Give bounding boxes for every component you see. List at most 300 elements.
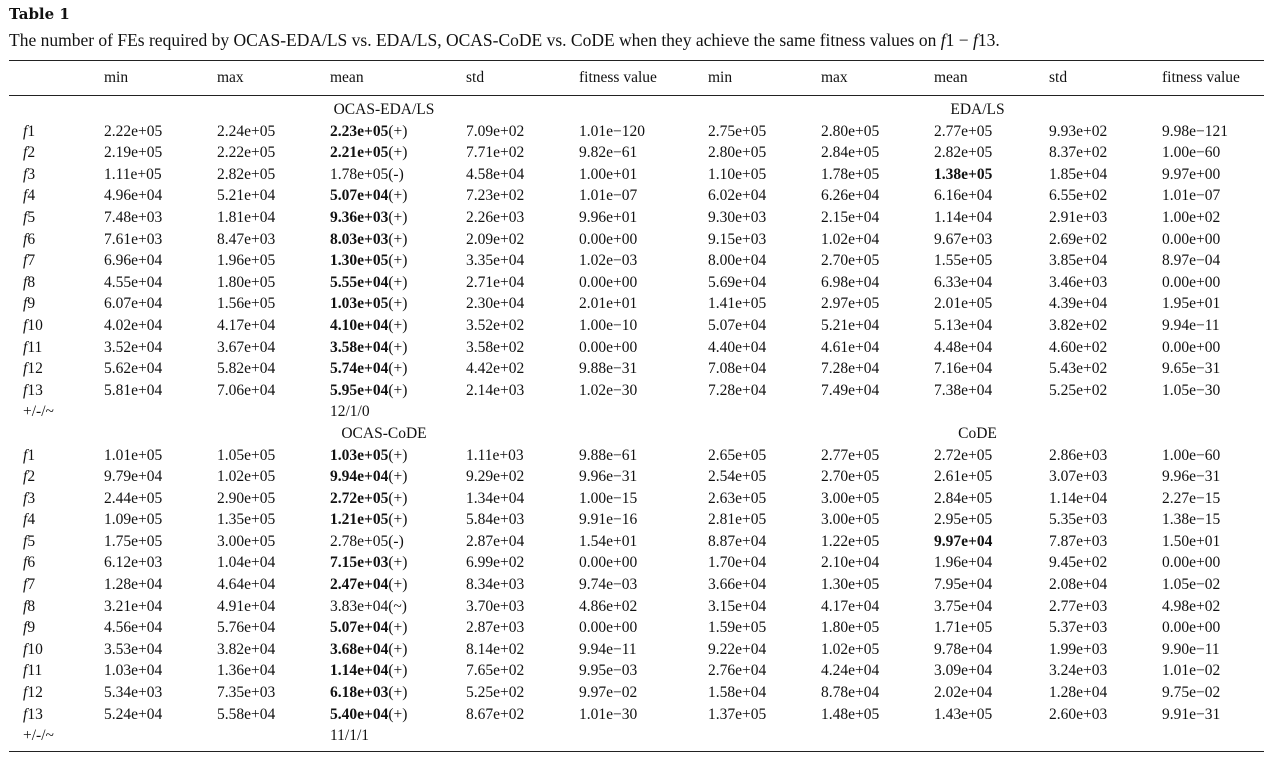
mean-value: 2.77e+05 xyxy=(934,122,993,140)
min-cell: 1.58e+04 xyxy=(708,684,767,702)
max-cell: 2.84e+05 xyxy=(821,144,880,162)
empty-cell xyxy=(1035,725,1148,747)
significance-marker: (+) xyxy=(388,122,408,140)
mean-cell xyxy=(316,337,452,359)
std-cell: 2.87e+03 xyxy=(466,619,525,637)
max-cell: 2.97e+05 xyxy=(821,295,880,313)
std-cell: 8.14e+02 xyxy=(466,640,525,658)
std-cell: 2.87e+04 xyxy=(466,532,525,550)
empty-cell xyxy=(920,725,1035,747)
empty-cell xyxy=(1148,725,1264,747)
min-cell: 3.53e+04 xyxy=(104,640,163,658)
table-row xyxy=(9,596,1264,618)
significance-marker: (+) xyxy=(388,252,408,270)
header-cell: mean xyxy=(330,69,364,86)
mean-cell xyxy=(316,358,452,380)
std-cell: 9.93e+02 xyxy=(1049,122,1108,140)
function-number: 13 xyxy=(27,381,43,399)
fitness-value-cell: 9.97e+00 xyxy=(1162,165,1221,183)
significance-marker: (+) xyxy=(388,446,408,464)
min-cell: 9.22e+04 xyxy=(708,640,767,658)
mean-value: 5.74e+04 xyxy=(330,360,389,378)
empty-cell xyxy=(807,725,920,747)
fitness-value-cell: 9.95e−03 xyxy=(579,662,638,680)
mean-value: 1.43e+05 xyxy=(934,705,993,723)
min-cell: 1.41e+05 xyxy=(708,295,767,313)
fitness-value-cell: 1.54e+01 xyxy=(579,532,638,550)
min-cell: 6.02e+04 xyxy=(708,187,767,205)
table-row xyxy=(9,293,1264,315)
fitness-value-cell: 1.01e−07 xyxy=(1162,187,1221,205)
function-symbol: f xyxy=(23,554,28,572)
max-cell: 4.17e+04 xyxy=(217,316,276,334)
function-number: 12 xyxy=(27,684,43,702)
summary-value: 11/1/1 xyxy=(330,727,370,745)
function-symbol: f xyxy=(23,684,28,702)
significance-marker: (+) xyxy=(388,144,408,162)
fitness-value-cell: 1.00e−60 xyxy=(1162,446,1221,464)
min-cell: 2.81e+05 xyxy=(708,511,767,529)
empty-cell xyxy=(90,423,203,445)
function-symbol: f xyxy=(23,511,28,529)
max-cell: 7.35e+03 xyxy=(217,684,276,702)
significance-marker: (-) xyxy=(388,532,404,550)
min-cell: 1.10e+05 xyxy=(708,165,767,183)
table-row xyxy=(9,207,1264,229)
significance-marker: (+) xyxy=(388,338,408,356)
header-cell: fitness value xyxy=(579,69,657,86)
table-label: Table 1 xyxy=(9,5,70,23)
mean-cell xyxy=(920,488,1035,510)
function-symbol: f xyxy=(23,295,28,313)
table-row xyxy=(9,380,1264,402)
max-cell: 1.48e+05 xyxy=(821,705,880,723)
empty-cell xyxy=(1035,401,1148,423)
max-cell: 2.80e+05 xyxy=(821,122,880,140)
mean-cell xyxy=(920,121,1035,143)
group-header-row xyxy=(9,99,1264,121)
fitness-value-cell: 0.00e+00 xyxy=(579,554,638,572)
std-cell: 3.70e+03 xyxy=(466,597,525,615)
function-symbol: f xyxy=(23,208,28,226)
function-number: 2 xyxy=(27,468,36,486)
mean-cell xyxy=(316,682,452,704)
min-cell: 9.79e+04 xyxy=(104,468,163,486)
mean-value: 2.72e+05 xyxy=(330,489,389,507)
fitness-value-cell: 8.97e−04 xyxy=(1162,252,1221,270)
mean-cell xyxy=(316,704,452,726)
function-label xyxy=(9,531,90,553)
empty-cell xyxy=(9,423,90,445)
min-cell: 3.21e+04 xyxy=(104,597,163,615)
min-cell: 6.12e+03 xyxy=(104,554,163,572)
mean-value: 2.47e+04 xyxy=(330,576,389,594)
mean-value: 2.84e+05 xyxy=(934,489,993,507)
mean-value: 2.61e+05 xyxy=(934,468,993,486)
function-number: 13 xyxy=(27,705,43,723)
summary-row xyxy=(9,401,1264,423)
max-cell: 1.02e+04 xyxy=(821,230,880,248)
mean-value: 9.97e+04 xyxy=(934,532,993,550)
empty-cell xyxy=(920,401,1035,423)
max-cell: 1.78e+05 xyxy=(821,165,880,183)
header-cell xyxy=(9,66,90,90)
function-symbol: f xyxy=(23,273,28,291)
mean-cell xyxy=(920,617,1035,639)
max-cell: 7.28e+04 xyxy=(821,360,880,378)
significance-marker: (+) xyxy=(388,619,408,637)
header-cell: max xyxy=(821,69,848,86)
function-number: 10 xyxy=(27,640,43,658)
std-cell: 1.28e+04 xyxy=(1049,684,1108,702)
mean-cell xyxy=(920,466,1035,488)
fitness-value-cell: 9.75e−02 xyxy=(1162,684,1221,702)
mean-cell xyxy=(316,207,452,229)
max-cell: 3.00e+05 xyxy=(821,511,880,529)
table-row xyxy=(9,337,1264,359)
mean-cell xyxy=(920,207,1035,229)
min-cell: 8.00e+04 xyxy=(708,252,767,270)
mean-value: 5.07e+04 xyxy=(330,187,389,205)
std-cell: 4.60e+02 xyxy=(1049,338,1108,356)
mean-cell xyxy=(920,229,1035,251)
mean-value: 4.10e+04 xyxy=(330,316,389,334)
fitness-value-cell: 0.00e+00 xyxy=(1162,273,1221,291)
mean-cell xyxy=(316,142,452,164)
mean-cell xyxy=(920,574,1035,596)
function-label xyxy=(9,488,90,510)
significance-marker: (+) xyxy=(388,640,408,658)
function-label xyxy=(9,380,90,402)
caption-dash: − xyxy=(954,30,973,50)
mean-value: 5.40e+04 xyxy=(330,705,389,723)
fitness-value-cell: 0.00e+00 xyxy=(1162,554,1221,572)
significance-marker: (~) xyxy=(388,597,407,615)
min-cell: 1.03e+04 xyxy=(104,662,163,680)
function-symbol: f xyxy=(23,468,28,486)
fitness-value-cell: 0.00e+00 xyxy=(579,338,638,356)
empty-cell xyxy=(565,401,694,423)
std-cell: 3.24e+03 xyxy=(1049,662,1108,680)
function-label xyxy=(9,574,90,596)
caption-suffix: . xyxy=(995,30,1000,50)
max-cell: 2.24e+05 xyxy=(217,122,276,140)
table-top-rule xyxy=(9,60,1264,61)
mean-value: 5.07e+04 xyxy=(330,619,389,637)
max-cell: 1.22e+05 xyxy=(821,532,880,550)
function-number: 1 xyxy=(27,446,36,464)
mean-value: 2.21e+05 xyxy=(330,144,389,162)
significance-marker: (+) xyxy=(388,511,408,529)
std-cell: 4.39e+04 xyxy=(1049,295,1108,313)
empty-cell xyxy=(565,99,694,121)
function-label xyxy=(9,185,90,207)
min-cell: 4.56e+04 xyxy=(104,619,163,637)
empty-cell xyxy=(90,99,203,121)
mean-value: 2.82e+05 xyxy=(934,144,993,162)
fitness-value-cell: 1.95e+01 xyxy=(1162,295,1221,313)
min-cell: 2.80e+05 xyxy=(708,144,767,162)
min-cell: 7.08e+04 xyxy=(708,360,767,378)
function-number: 7 xyxy=(27,252,36,270)
max-cell: 7.06e+04 xyxy=(217,381,276,399)
fitness-value-cell: 9.96e+01 xyxy=(579,208,638,226)
header-row xyxy=(9,66,1264,90)
table-row xyxy=(9,466,1264,488)
mean-cell xyxy=(920,185,1035,207)
std-cell: 2.14e+03 xyxy=(466,381,525,399)
fitness-value-cell: 0.00e+00 xyxy=(579,619,638,637)
empty-cell xyxy=(9,99,90,121)
min-cell: 9.15e+03 xyxy=(708,230,767,248)
mean-cell xyxy=(920,164,1035,186)
max-cell: 2.70e+05 xyxy=(821,252,880,270)
fitness-value-cell: 1.02e−30 xyxy=(579,381,638,399)
empty-cell xyxy=(203,99,316,121)
table-row xyxy=(9,574,1264,596)
max-cell: 4.61e+04 xyxy=(821,338,880,356)
fitness-value-cell: 0.00e+00 xyxy=(1162,338,1221,356)
mean-cell xyxy=(920,509,1035,531)
std-cell: 1.85e+04 xyxy=(1049,165,1108,183)
min-cell: 7.28e+04 xyxy=(708,381,767,399)
max-cell: 6.26e+04 xyxy=(821,187,880,205)
empty-cell xyxy=(1148,401,1264,423)
min-cell: 1.01e+05 xyxy=(104,446,163,464)
min-cell: 1.28e+04 xyxy=(104,576,163,594)
mean-value: 1.30e+05 xyxy=(330,252,389,270)
header-cell: std xyxy=(466,69,485,86)
mean-value: 6.33e+04 xyxy=(934,273,993,291)
std-cell: 5.43e+02 xyxy=(1049,360,1108,378)
min-cell: 3.15e+04 xyxy=(708,597,767,615)
mean-cell xyxy=(316,639,452,661)
fitness-value-cell: 9.96e−31 xyxy=(579,468,638,486)
min-cell: 6.07e+04 xyxy=(104,295,163,313)
table-row xyxy=(9,250,1264,272)
mean-value: 1.03e+05 xyxy=(330,446,389,464)
table-row xyxy=(9,704,1264,726)
min-cell: 2.65e+05 xyxy=(708,446,767,464)
min-cell: 2.75e+05 xyxy=(708,122,767,140)
mean-value: 5.13e+04 xyxy=(934,316,993,334)
table-body xyxy=(9,99,1264,747)
significance-marker: (+) xyxy=(388,381,408,399)
max-cell: 3.82e+04 xyxy=(217,640,276,658)
fitness-value-cell: 9.97e−02 xyxy=(579,684,638,702)
table-row xyxy=(9,121,1264,143)
max-cell: 8.78e+04 xyxy=(821,684,880,702)
std-cell: 2.71e+04 xyxy=(466,273,525,291)
significance-marker: (+) xyxy=(388,576,408,594)
std-cell: 8.67e+02 xyxy=(466,705,525,723)
std-cell: 1.11e+03 xyxy=(466,446,524,464)
fitness-value-cell: 9.91e−31 xyxy=(1162,705,1221,723)
fitness-value-cell: 1.01e−120 xyxy=(579,122,645,140)
mean-cell xyxy=(316,574,452,596)
std-cell: 7.23e+02 xyxy=(466,187,525,205)
std-cell: 5.84e+03 xyxy=(466,511,525,529)
std-cell: 6.55e+02 xyxy=(1049,187,1108,205)
min-cell: 2.54e+05 xyxy=(708,468,767,486)
max-cell: 1.35e+05 xyxy=(217,511,276,529)
min-cell: 5.24e+04 xyxy=(104,705,163,723)
function-number: 2 xyxy=(27,144,36,162)
function-label xyxy=(9,272,90,294)
function-symbol: f xyxy=(23,122,28,140)
significance-marker: (+) xyxy=(388,230,408,248)
function-number: 5 xyxy=(27,532,36,550)
std-cell: 3.07e+03 xyxy=(1049,468,1108,486)
empty-cell xyxy=(203,423,316,445)
mean-cell xyxy=(920,293,1035,315)
std-cell: 4.42e+02 xyxy=(466,360,525,378)
table-row xyxy=(9,185,1264,207)
min-cell: 3.52e+04 xyxy=(104,338,163,356)
function-label xyxy=(9,617,90,639)
fitness-value-cell: 9.96e−31 xyxy=(1162,468,1221,486)
empty-cell xyxy=(565,423,694,445)
mean-cell xyxy=(316,445,452,467)
significance-marker: (+) xyxy=(388,360,408,378)
std-cell: 6.99e+02 xyxy=(466,554,525,572)
function-label xyxy=(9,142,90,164)
caption-function-symbol: f xyxy=(940,30,946,50)
max-cell: 4.17e+04 xyxy=(821,597,880,615)
empty-cell xyxy=(203,401,316,423)
mean-cell xyxy=(316,121,452,143)
function-symbol: f xyxy=(23,640,28,658)
std-cell: 9.29e+02 xyxy=(466,468,525,486)
function-number: 6 xyxy=(27,230,36,248)
std-cell: 7.87e+03 xyxy=(1049,532,1108,550)
max-cell: 1.30e+05 xyxy=(821,576,880,594)
function-number: 4 xyxy=(27,187,36,205)
max-cell: 1.36e+04 xyxy=(217,662,276,680)
summary-row xyxy=(9,725,1264,747)
mean-cell xyxy=(920,337,1035,359)
mean-value: 3.58e+04 xyxy=(330,338,389,356)
function-symbol: f xyxy=(23,619,28,637)
std-cell: 5.25e+02 xyxy=(1049,381,1108,399)
function-number: 6 xyxy=(27,554,36,572)
fitness-value-cell: 1.02e−03 xyxy=(579,252,638,270)
max-cell: 3.00e+05 xyxy=(821,489,880,507)
function-label xyxy=(9,164,90,186)
mean-cell xyxy=(316,466,452,488)
fitness-value-cell: 1.05e−30 xyxy=(1162,381,1221,399)
function-number: 9 xyxy=(27,295,36,313)
algorithm-group-label: OCAS-EDA/LS xyxy=(333,101,435,118)
function-number: 8 xyxy=(27,273,36,291)
mean-value: 2.01e+05 xyxy=(934,295,993,313)
fitness-value-cell: 1.00e+01 xyxy=(579,165,638,183)
max-cell: 2.77e+05 xyxy=(821,446,880,464)
function-label xyxy=(9,358,90,380)
function-label xyxy=(9,596,90,618)
table-row xyxy=(9,617,1264,639)
table-row xyxy=(9,142,1264,164)
mean-value: 7.38e+04 xyxy=(934,381,993,399)
min-cell: 5.62e+04 xyxy=(104,360,163,378)
std-cell: 3.46e+03 xyxy=(1049,273,1108,291)
fitness-value-cell: 4.86e+02 xyxy=(579,597,638,615)
std-cell: 8.34e+03 xyxy=(466,576,525,594)
summary-value: 12/1/0 xyxy=(330,403,370,421)
min-cell: 1.09e+05 xyxy=(104,511,163,529)
min-cell: 5.34e+03 xyxy=(104,684,163,702)
fitness-value-cell: 1.50e+01 xyxy=(1162,532,1221,550)
max-cell: 5.21e+04 xyxy=(821,316,880,334)
fitness-value-cell: 9.90e−11 xyxy=(1162,640,1220,658)
std-cell: 2.08e+04 xyxy=(1049,576,1108,594)
function-symbol: f xyxy=(23,230,28,248)
fitness-value-cell: 0.00e+00 xyxy=(579,230,638,248)
significance-marker: (+) xyxy=(388,295,408,313)
table-row xyxy=(9,552,1264,574)
empty-cell xyxy=(1148,423,1264,445)
empty-cell xyxy=(1148,99,1264,121)
function-label xyxy=(9,509,90,531)
header-cell: fitness value xyxy=(1162,69,1240,86)
min-cell: 1.70e+04 xyxy=(708,554,767,572)
function-number: 7 xyxy=(27,576,36,594)
fitness-value-cell: 0.00e+00 xyxy=(1162,619,1221,637)
mean-cell xyxy=(920,380,1035,402)
function-label xyxy=(9,466,90,488)
mean-cell xyxy=(920,445,1035,467)
mean-cell xyxy=(920,531,1035,553)
max-cell: 7.49e+04 xyxy=(821,381,880,399)
min-cell: 5.07e+04 xyxy=(708,316,767,334)
fitness-value-cell: 1.01e−30 xyxy=(579,705,638,723)
mean-value: 1.96e+04 xyxy=(934,554,993,572)
table-row xyxy=(9,639,1264,661)
function-symbol: f xyxy=(23,532,28,550)
min-cell: 1.59e+05 xyxy=(708,619,767,637)
mean-value: 3.68e+04 xyxy=(330,640,389,658)
empty-cell xyxy=(1035,423,1148,445)
mean-value: 3.75e+04 xyxy=(934,597,993,615)
std-cell: 7.65e+02 xyxy=(466,662,525,680)
std-cell: 5.37e+03 xyxy=(1049,619,1108,637)
std-cell: 1.34e+04 xyxy=(466,489,525,507)
max-cell: 1.80e+05 xyxy=(217,273,276,291)
fitness-value-cell: 2.01e+01 xyxy=(579,295,638,313)
fitness-value-cell: 4.98e+02 xyxy=(1162,597,1221,615)
empty-cell xyxy=(452,401,565,423)
significance-marker: (+) xyxy=(388,489,408,507)
function-symbol: f xyxy=(23,446,28,464)
max-cell: 1.80e+05 xyxy=(821,619,880,637)
mean-cell xyxy=(920,142,1035,164)
max-cell: 4.91e+04 xyxy=(217,597,276,615)
significance-marker: (-) xyxy=(388,165,404,183)
fitness-value-cell: 1.01e−02 xyxy=(1162,662,1221,680)
fitness-value-cell: 0.00e+00 xyxy=(579,273,638,291)
function-symbol: f xyxy=(23,252,28,270)
function-number: 5 xyxy=(27,208,36,226)
std-cell: 1.14e+04 xyxy=(1049,489,1108,507)
mean-value: 2.72e+05 xyxy=(934,446,993,464)
mean-cell xyxy=(316,185,452,207)
max-cell: 1.56e+05 xyxy=(217,295,276,313)
mean-value: 1.14e+04 xyxy=(330,662,389,680)
mean-cell xyxy=(920,250,1035,272)
table-row xyxy=(9,660,1264,682)
mean-value: 3.83e+04 xyxy=(330,597,389,615)
max-cell: 1.02e+05 xyxy=(217,468,276,486)
